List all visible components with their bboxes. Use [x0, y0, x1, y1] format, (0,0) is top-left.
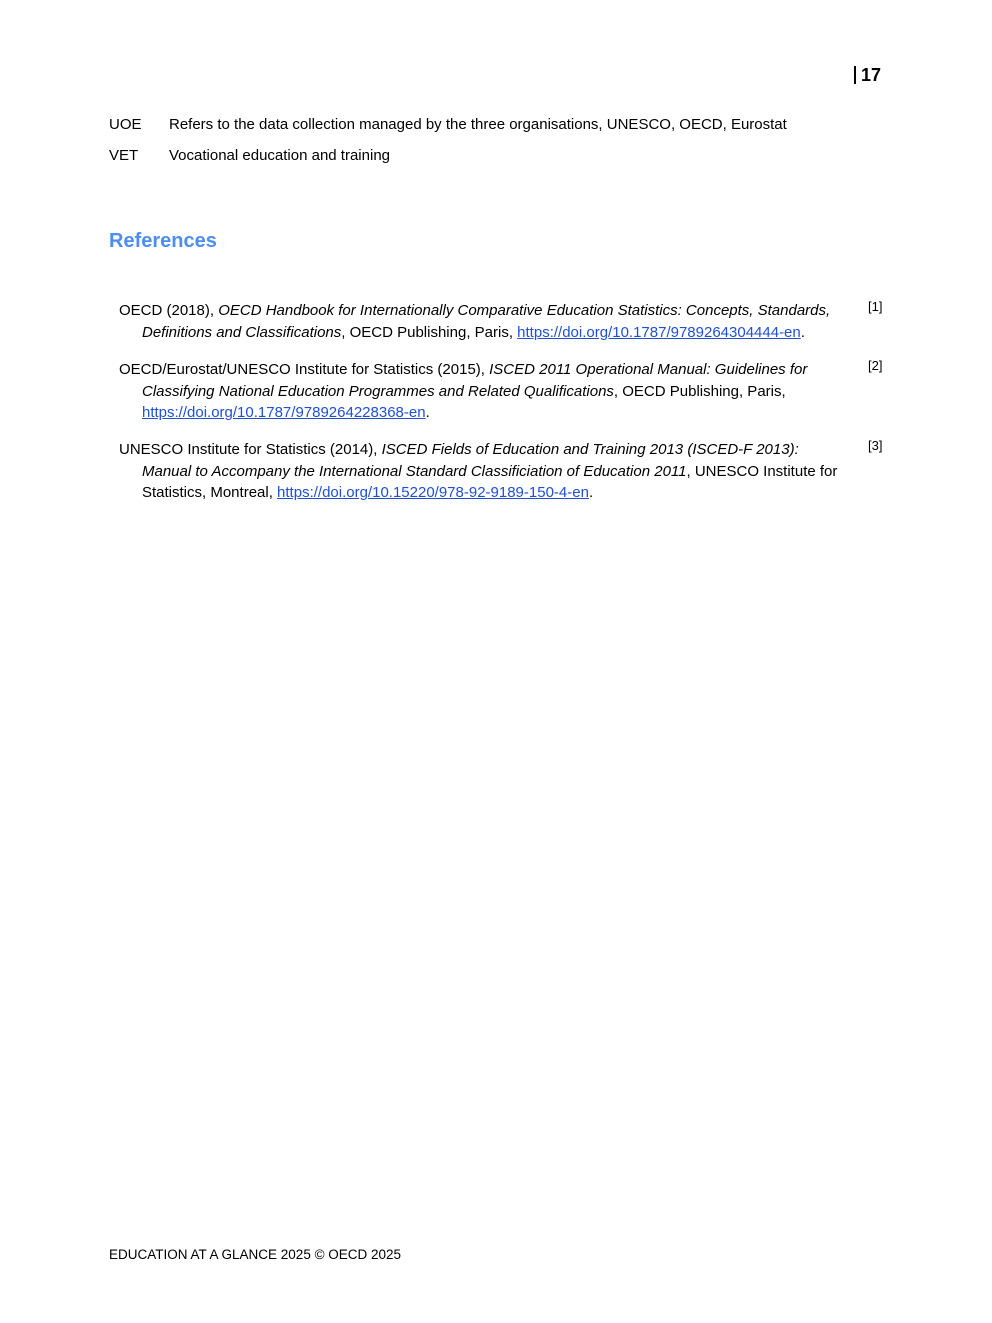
reference-end: . [425, 404, 430, 421]
page-footer: EDUCATION AT A GLANCE 2025 © OECD 2025 [109, 1247, 402, 1262]
reference-doi-link[interactable]: https://doi.org/10.1787/9789264228368-en [142, 404, 426, 421]
abbreviation-definition: Refers to the data collection managed by the three organisations, UNESCO, OECD, Eurostat [169, 116, 787, 133]
abbreviation-row-uoe [109, 115, 787, 135]
reference-author: UNESCO Institute for Statistics (2014), [119, 441, 382, 458]
reference-number-3: [3] [868, 438, 883, 453]
reference-title: ISCED 2011 Operational Manual: Guidelines for Classifying National Education Programmes and Related Qualifications [142, 361, 808, 400]
reference-doi-link[interactable]: https://doi.org/10.1787/9789264304444-en [517, 323, 801, 341]
reference-end: . [588, 484, 594, 501]
abbreviation-term: UOE [109, 116, 142, 133]
reference-doi-link[interactable]: https://doi.org/10.15220/978-92-9189-150-4-en [277, 484, 589, 501]
reference-title: OECD Handbook for Internationally Comparative Education Statistics: Concepts, Standards, Definitions and Classifications [142, 302, 831, 341]
reference-entry-3 [119, 439, 839, 504]
abbreviation-term: VET [109, 147, 139, 164]
reference-publisher: , OECD Publishing, Paris, [341, 323, 518, 341]
abbreviation-row-vet [109, 146, 390, 166]
reference-title: ISCED Fields of Education and Training 2013 (ISCED-F 2013): Manual to Accompany the International Standard Classificiation of Education 2011 [142, 441, 799, 480]
reference-publisher: , OECD Publishing, Paris, [613, 382, 786, 400]
reference-author: OECD/Eurostat/UNESCO Institute for Statistics (2015), [119, 361, 490, 378]
page-number-divider [854, 66, 856, 84]
reference-entry-1 [119, 300, 839, 343]
reference-number-1: [1] [868, 299, 883, 314]
reference-number-2: [2] [868, 358, 883, 373]
reference-entry-2 [119, 359, 839, 424]
reference-author: OECD (2018), [119, 302, 219, 319]
references-heading: References [109, 230, 217, 252]
reference-publisher: , UNESCO Institute for Statistics, Montreal, [142, 462, 838, 501]
page-number-value: 17 [861, 65, 882, 85]
reference-end: . [800, 323, 805, 341]
abbreviation-definition: Vocational education and training [169, 147, 391, 164]
page-number [854, 64, 881, 86]
